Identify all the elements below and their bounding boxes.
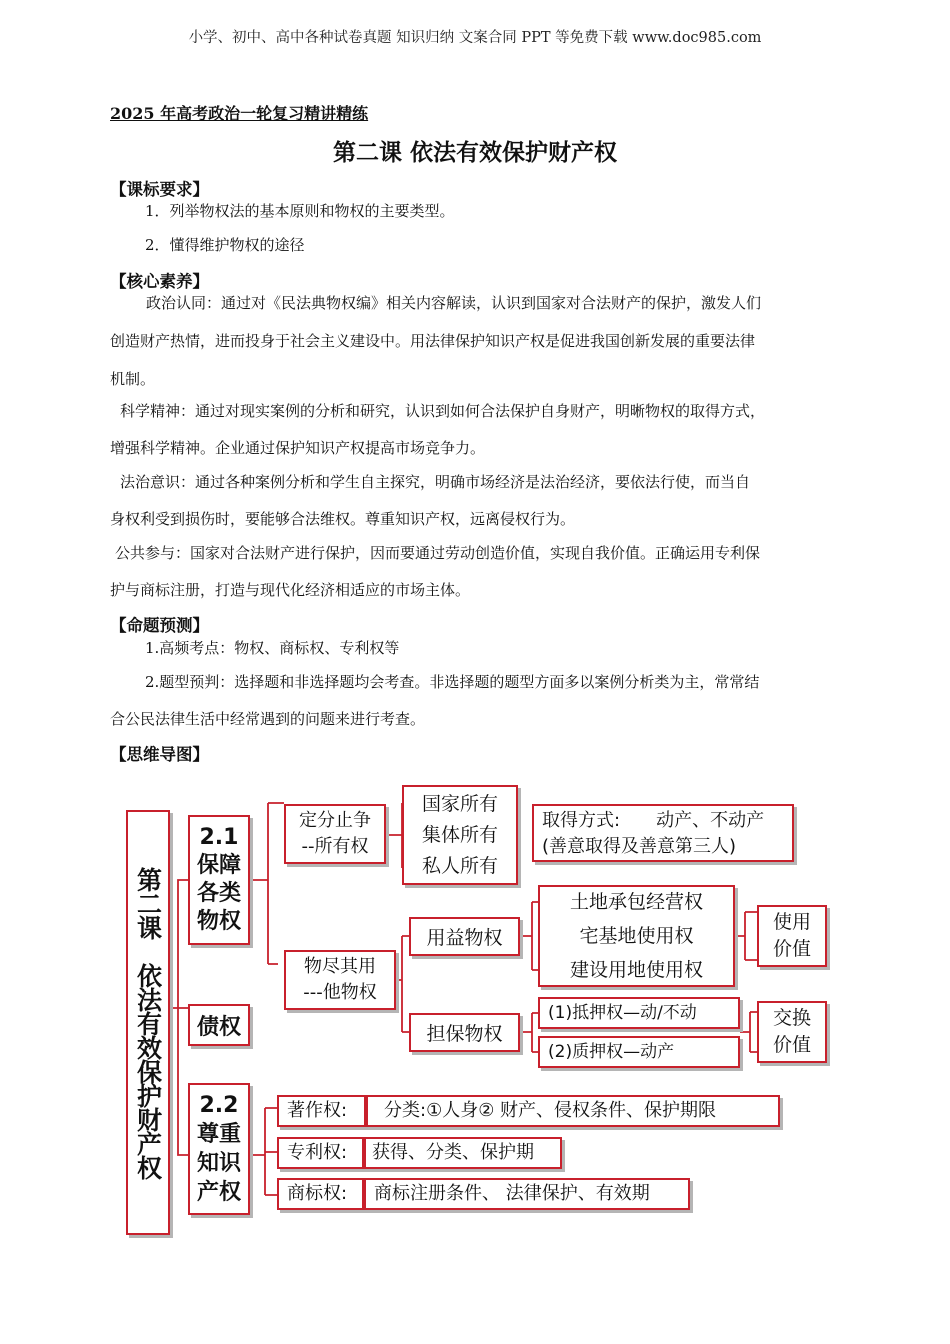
literacy-science-line-2: 增强科学精神。企业通过保护知识产权提高市场竞争力。 bbox=[110, 439, 486, 457]
literacy-heading: 【核心素养】 bbox=[110, 272, 209, 291]
usufruct-type-item: 土地承包经营权 bbox=[569, 891, 703, 913]
node-security-rights bbox=[409, 1013, 520, 1052]
node-2-1-line: 2.1 bbox=[199, 825, 239, 850]
node-other-real-rights bbox=[284, 950, 396, 1010]
trademark-label: 商标权: bbox=[287, 1183, 348, 1204]
patent-label: 专利权: bbox=[287, 1142, 348, 1163]
node-trademark-detail bbox=[364, 1178, 690, 1210]
node-2-2-line: 尊重 bbox=[196, 1122, 241, 1147]
node-2-1-line: 物权 bbox=[196, 909, 241, 934]
node-debt-label: 债权 bbox=[196, 1014, 241, 1040]
node-copyright-detail bbox=[366, 1095, 780, 1127]
owner-type-item: 集体所有 bbox=[421, 823, 498, 846]
acquisition-line-2: (善意取得及善意第三人) bbox=[542, 836, 737, 857]
owner-type-item: 国家所有 bbox=[421, 792, 498, 815]
prediction-item-1: 1.高频考点：物权、商标权、专利权等 bbox=[145, 639, 400, 657]
lesson-title: 第二课 依法有效保护财产权 bbox=[332, 140, 617, 166]
curriculum-item-1: 1．列举物权法的基本原则和物权的主要类型。 bbox=[145, 202, 455, 220]
pledge-label: (2)质押权—动产 bbox=[548, 1042, 675, 1062]
page-header: 小学、初中、高中各种试卷真题 知识归纳 文案合同 PPT 等免费下载 www.doc985.com bbox=[188, 30, 762, 46]
node-2-2-line: 知识 bbox=[196, 1151, 241, 1176]
node-owner-types bbox=[402, 785, 518, 885]
acquisition-line-1: 取得方式: 动产、不动产 bbox=[542, 810, 765, 831]
node-patent-detail bbox=[364, 1137, 562, 1169]
node-patent bbox=[277, 1137, 364, 1169]
owner-type-item: 私人所有 bbox=[421, 854, 498, 877]
usufruct-type-item: 宅基地使用权 bbox=[579, 925, 694, 947]
node-other-rights-line: 物尽其用 bbox=[304, 956, 376, 977]
node-2-1-line: 保障 bbox=[196, 853, 241, 878]
literacy-political-line-2: 创造财产热情，进而投身于社会主义建设中。用法律保护知识产权是促进我国创新发展的重要法律 bbox=[110, 332, 756, 350]
node-2-2-line: 2.2 bbox=[199, 1093, 239, 1118]
exchange-value-line: 交换 bbox=[772, 1007, 811, 1029]
root-lesson-box bbox=[126, 810, 170, 1235]
node-usufruct bbox=[409, 917, 520, 956]
node-usufruct-types bbox=[538, 885, 735, 987]
literacy-political-line-3: 机制。 bbox=[110, 370, 156, 388]
literacy-science-line-1: 科学精神：通过对现实案例的分析和研究，认识到如何合法保护自身财产，明晰物权的取得方式， bbox=[120, 402, 766, 420]
node-2-1-protect-property bbox=[188, 815, 250, 945]
literacy-law-line-1: 法治意识：通过各种案例分析和学生自主探究，明确市场经济是法治经济，要依法行使，而当自 bbox=[120, 473, 751, 491]
use-value-line: 价值 bbox=[772, 938, 811, 960]
curriculum-heading: 【课标要求】 bbox=[110, 180, 209, 199]
node-trademark bbox=[277, 1178, 364, 1210]
copyright-detail-text: 分类:①人身② 财产、侵权条件、保护期限 bbox=[384, 1100, 717, 1121]
exchange-value-line: 价值 bbox=[772, 1034, 811, 1056]
literacy-law-line-2: 身权利受到损伤时，要能够合法维权。尊重知识产权，远离侵权行为。 bbox=[110, 510, 576, 528]
node-pledge bbox=[538, 1036, 740, 1068]
patent-detail-text: 获得、分类、保护期 bbox=[372, 1142, 534, 1163]
literacy-public-line-2: 护与商标注册，打造与现代化经济相适应的市场主体。 bbox=[110, 581, 471, 599]
usufruct-type-item: 建设用地使用权 bbox=[569, 959, 703, 981]
prediction-item-2-line-2: 合公民法律生活中经常遇到的问题来进行考查。 bbox=[110, 710, 426, 728]
node-exchange-value bbox=[757, 1001, 827, 1063]
mortgage-label: (1)抵押权—动/不动 bbox=[548, 1003, 697, 1023]
prediction-heading: 【命题预测】 bbox=[110, 616, 209, 635]
node-use-value bbox=[757, 905, 827, 967]
node-debt-right bbox=[188, 1004, 250, 1046]
prediction-item-2-line-1: 2.题型预判：选择题和非选择题均会考查。非选择题的题型方面多以案例分析类为主，常常结 bbox=[145, 673, 760, 691]
usufruct-label: 用益物权 bbox=[426, 927, 503, 949]
copyright-label: 著作权: bbox=[287, 1100, 348, 1121]
literacy-public-line-1: 公共参与：国家对合法财产进行保护，因而要通过劳动创造价值，实现自我价值。正确运用专利保 bbox=[115, 544, 761, 562]
node-acquisition-methods bbox=[532, 804, 794, 862]
node-ownership-line: --所有权 bbox=[301, 836, 369, 857]
node-ownership bbox=[284, 804, 386, 864]
root-lesson-label: 第二课 依法有效保护财产权 bbox=[133, 866, 163, 1179]
use-value-line: 使用 bbox=[772, 911, 811, 933]
node-mortgage bbox=[538, 997, 740, 1029]
node-2-2-line: 产权 bbox=[196, 1180, 241, 1205]
node-copyright bbox=[277, 1095, 366, 1127]
trademark-detail-text: 商标注册条件、 法律保护、有效期 bbox=[374, 1183, 650, 1204]
literacy-political-line-1: 政治认同：通过对《民法典物权编》相关内容解读，认识到国家对合法财产的保护，激发人们 bbox=[146, 294, 762, 312]
course-title: 2025 年高考政治一轮复习精讲精练 bbox=[110, 104, 369, 123]
mindmap-heading: 【思维导图】 bbox=[110, 745, 209, 764]
curriculum-item-2: 2．懂得维护物权的途径 bbox=[145, 236, 305, 254]
security-label: 担保物权 bbox=[426, 1023, 503, 1045]
node-2-2-respect-ip bbox=[188, 1083, 250, 1215]
node-2-1-line: 各类 bbox=[196, 881, 241, 906]
node-other-rights-line: ---他物权 bbox=[303, 982, 377, 1003]
node-ownership-line: 定分止争 bbox=[299, 810, 371, 831]
